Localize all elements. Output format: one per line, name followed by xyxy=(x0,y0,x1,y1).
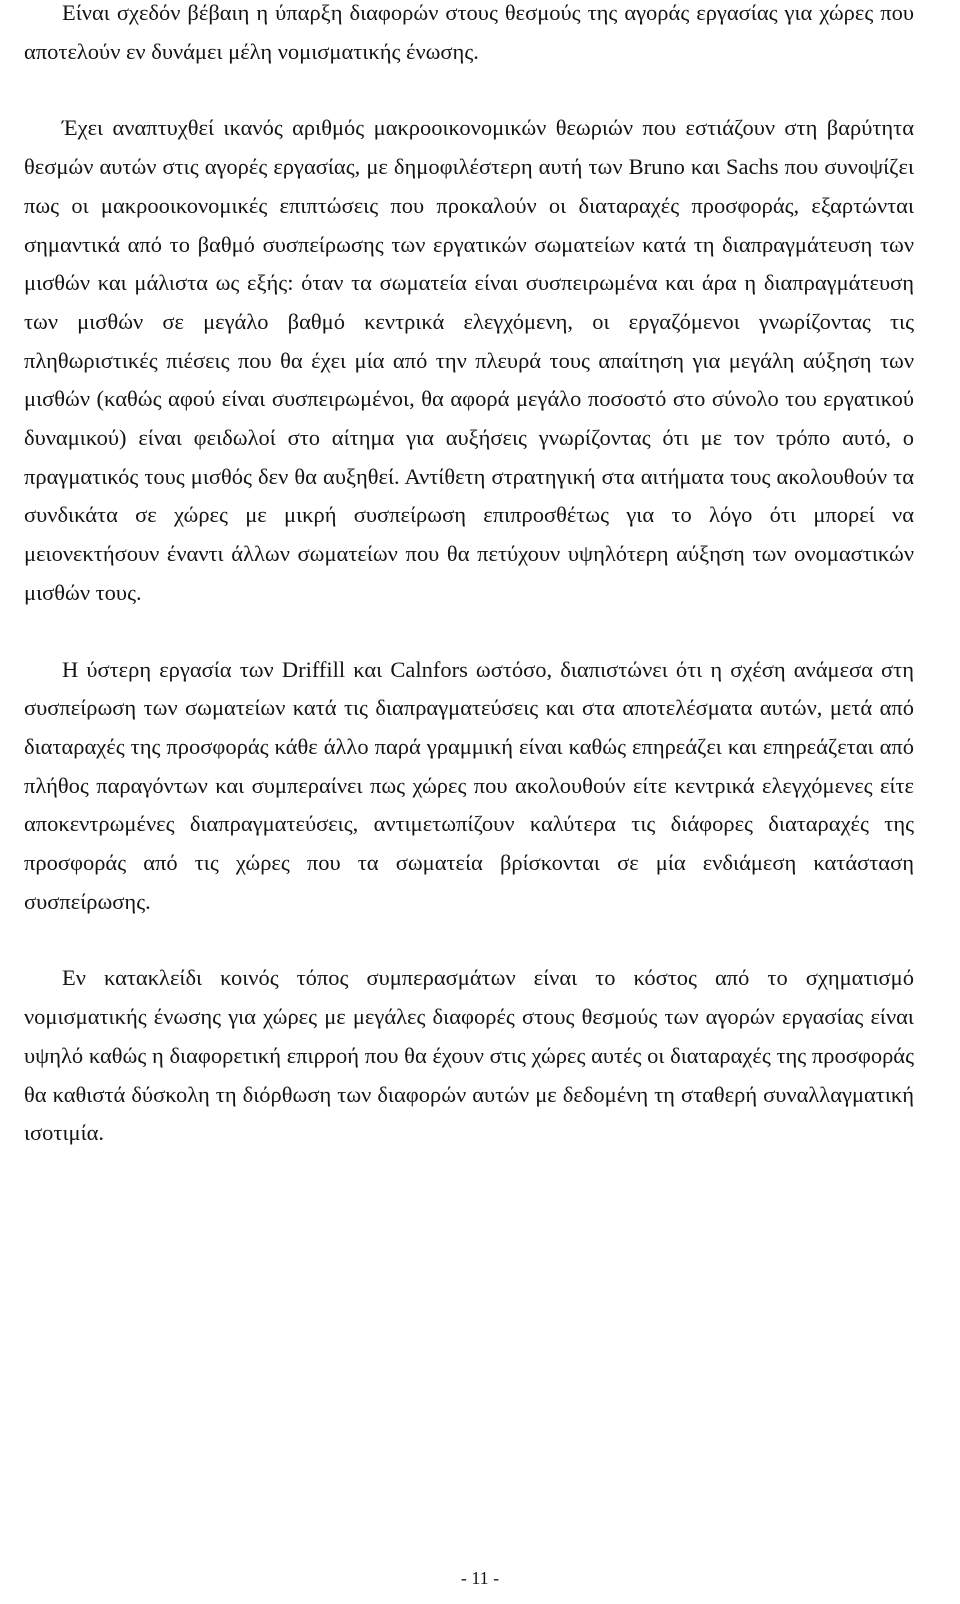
paragraph-3: Η ύστερη εργασία των Driffill και Calnfors ωστόσο, διαπιστώνει ότι η σχέση ανάμεσα στη συσπείρωση των σωματείων κατά τις διαπραγματεύσεις και στα αποτελέσματα αυτών, μετά από διαταραχές της προσφοράς κάθε άλλο παρά γραμμική είναι καθώς επηρεάζει και επηρεάζεται από πλήθος παραγόντων και συμπεραίνει πως χώρες που ακολουθούν είτε κεντρικά ελεγχόμενες είτε αποκεντρωμένες διαπραγματεύσεις, αντιμετωπίζουν καλύτερα τις διάφορες διαταραχές της προσφοράς από τις χώρες που τα σωματεία βρίσκονται σε μία ενδιάμεση κατάσταση συσπείρωσης. xyxy=(24,656,914,914)
paragraph-4: Εν κατακλείδι κοινός τόπος συμπερασμάτων είναι το κόστος από το σχηματισμό νομισματικής ένωσης για χώρες με μεγάλες διαφορές στους θεσμούς των αγορών εργασίας είναι υψηλό καθώς η διαφορετική επιρροή που θα έχουν στις χώρες αυτές οι διαταραχές της προσφοράς θα καθιστά δύσκολη τη διόρθωση των διαφορών αυτών με δεδομένη τη σταθερή συναλλαγματική ισοτιμία. xyxy=(24,965,914,1146)
body-text xyxy=(24,0,914,1153)
paragraph-1: Είναι σχεδόν βέβαιη η ύπαρξη διαφορών στους θεσμούς της αγοράς εργασίας για χώρες που αποτελούν εν δυνάμει μέλη νομισματικής ένωσης. xyxy=(24,0,914,64)
page-number: - 11 - xyxy=(460,1568,500,1588)
paragraph-2: Έχει αναπτυχθεί ικανός αριθμός μακροοικονομικών θεωριών που εστιάζουν στη βαρύτητα θεσμών αυτών στις αγορές εργασίας, με δημοφιλέστερη αυτή των Bruno και Sachs που συνοψίζει πως οι μακροοικονομικές επιπτώσεις που προκαλούν οι διαταραχές προσφοράς, εξαρτώνται σημαντικά από το βαθμό συσπείρωσης των εργατικών σωματείων κατά τη διαπραγμάτευση των μισθών και μάλιστα ως εξής: όταν τα σωματεία είναι συσπειρωμένα και άρα η διαπραγμάτευση των μισθών σε μεγάλο βαθμό κεντρικά ελεγχόμενη, οι εργαζόμενοι γνωρίζοντας τις πληθωριστικές πιέσεις που θα έχει μία από την πλευρά τους απαίτηση για μεγάλη αύξηση των μισθών (καθώς αφού είναι συσπειρωμένοι, θα αφορά μεγάλο ποσοστό στο σύνολο του εργατικού δυναμικού) είναι φειδωλοί στο αίτημα για αυξήσεις γνωρίζοντας ότι με τον τρόπο αυτό, ο πραγματικός τους μισθός δεν θα αυξηθεί. Αντίθετη στρατηγική στα αιτήματα τους ακολουθούν τα συνδικάτα σε χώρες με μικρή συσπείρωση επιπροσθέτως για το λόγο ότι μπορεί να μειονεκτήσουν έναντι άλλων σωματείων που θα πετύχουν υψηλότερη αύξηση των ονομαστικών μισθών τους. xyxy=(24,115,914,605)
